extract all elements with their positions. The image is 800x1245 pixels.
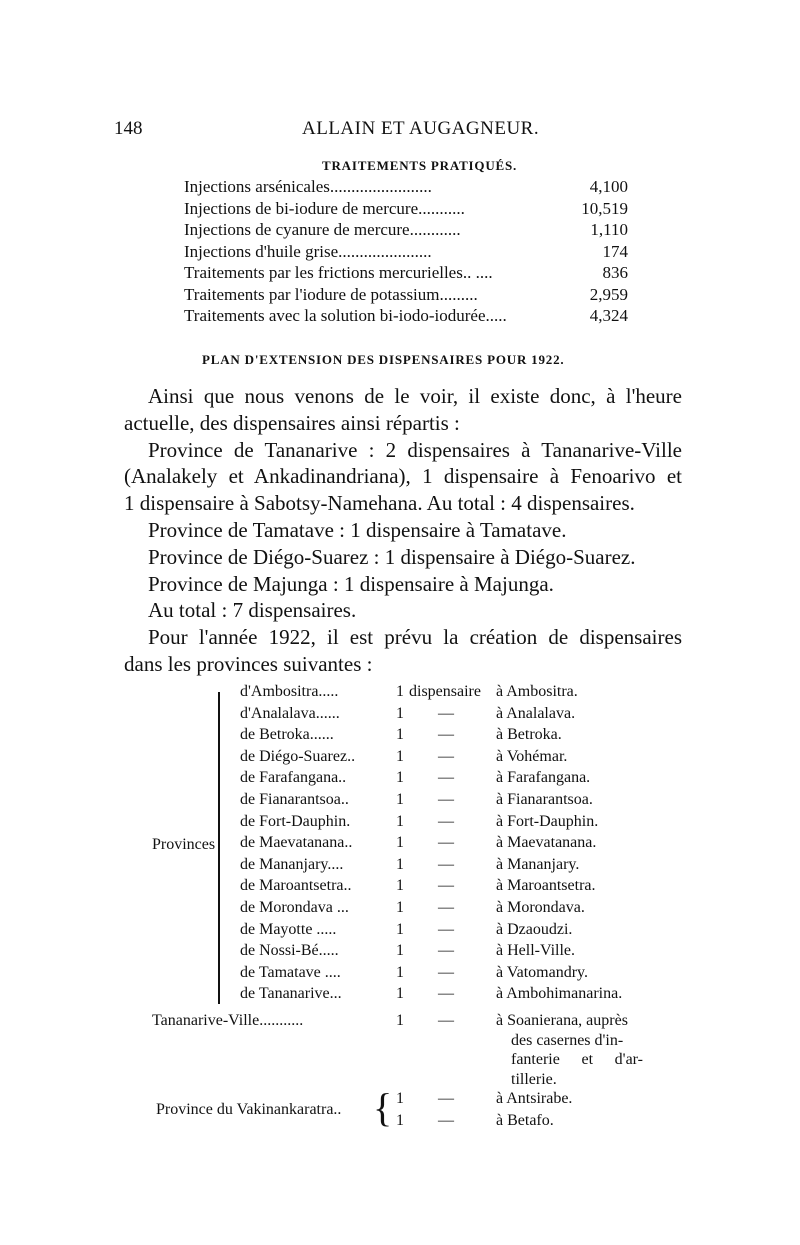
table-row-place: de Mayotte ..... [240, 920, 337, 938]
table-row-unit: — [438, 834, 454, 852]
table-row-destination: à Analalava. [496, 704, 576, 722]
tananarive-destination-line: à Soanierana, auprès [496, 1012, 628, 1029]
provinces-label: Provinces [152, 836, 216, 853]
treatment-value: 4,324 [589, 306, 628, 325]
table-row-place: de Morondava ... [240, 899, 349, 916]
treatment-label: Traitements par l'iodure de potassium [184, 284, 440, 304]
tananarive-destination-line: fanterie et d'ar- [511, 1051, 643, 1068]
vakinankaratra-unit: — [438, 1112, 454, 1129]
table-row-place: de Diégo-Suarez.. [240, 747, 356, 765]
table-row-destination: à Fort-Dauphin. [496, 812, 599, 830]
plan-line: Province de Majunga : 1 dispensaire à Majunga. [148, 571, 554, 596]
treatment-leader: ......... [439, 284, 478, 304]
table-row-unit: — [438, 942, 454, 960]
table-row-destination: à Fianarantsoa. [496, 791, 593, 808]
table-row-count: 1 [396, 726, 404, 744]
table-row-unit: — [438, 704, 454, 722]
running-title: ALLAIN ET AUGAGNEUR. [302, 118, 540, 139]
table-row-place: d'Analalava...... [240, 704, 340, 722]
table-row-unit: — [438, 747, 454, 765]
table-row-count: 1 [396, 899, 404, 916]
table-row-place: de Mananjary.... [240, 855, 344, 873]
treatment-leader: ........... [418, 198, 465, 218]
table-row-unit: — [438, 855, 454, 873]
treatment-label: Injections de cyanure de mercure [184, 220, 410, 239]
table-row-count: 1 [396, 834, 404, 852]
table-row-destination: à Ambohimanarina. [496, 985, 623, 1003]
treatment-value: 10,519 [581, 198, 628, 218]
plan-line: Au total : 7 dispensaires. [148, 598, 357, 623]
tananarive-unit: — [438, 1012, 454, 1029]
table-row-unit: — [438, 877, 454, 895]
treatment-value: 4,100 [589, 177, 628, 196]
table-row-count: 1 [396, 683, 404, 700]
treatment-value: 836 [602, 263, 628, 282]
plan-line: (Analakely et Ankadinandriana), 1 dispensaire à Fenoarivo et [124, 464, 682, 489]
table-row-place: de Maevatanana.. [240, 834, 353, 852]
treatment-leader: .. .... [462, 263, 493, 282]
table-row-count: 1 [396, 877, 404, 895]
treatment-row [184, 306, 628, 326]
table-row-count: 1 [396, 704, 404, 722]
treatment-row [184, 177, 628, 197]
table-row-unit: — [438, 985, 454, 1003]
treatment-label: Traitements par les frictions mercurielles [184, 263, 463, 282]
table-row-destination: à Farafangana. [496, 769, 591, 787]
table-row-place: de Fianarantsoa.. [240, 791, 349, 808]
plan-line: Province de Diégo-Suarez : 1 dispensaire à Diégo-Suarez. [148, 544, 636, 569]
table-row-count: 1 [396, 769, 404, 787]
tananarive-count: 1 [396, 1012, 404, 1029]
table-row-destination: à Maevatanana. [496, 834, 597, 852]
vakinankaratra-count: 1 [396, 1090, 404, 1107]
table-row-destination: à Morondava. [496, 899, 585, 916]
treatment-row [184, 220, 628, 240]
table-row-count: 1 [396, 942, 404, 960]
treatment-row [184, 199, 628, 219]
treatment-leader: ........................ [329, 177, 432, 196]
table-row-count: 1 [396, 985, 404, 1003]
plan-line: Province de Tamatave : 1 dispensaire à Tamatave. [148, 518, 567, 542]
vakinankaratra-destination: à Antsirabe. [496, 1090, 573, 1107]
table-row-unit: — [438, 791, 454, 808]
plan-line: Province de Tananarive : 2 dispensaires à Tananarive-Ville [148, 437, 682, 462]
treatment-label: Injections arsénicales [184, 177, 330, 196]
vakinankaratra-label: Province du Vakinankaratra.. [156, 1101, 342, 1118]
table-row-unit: — [438, 920, 454, 938]
treatment-row [184, 285, 628, 305]
table-row-place: de Tananarive... [240, 985, 342, 1003]
treatment-label: Injections de bi-iodure de mercure [184, 198, 419, 218]
treatment-label: Traitements avec la solution bi-iodo-iodurée [184, 306, 486, 325]
table-row-place: de Maroantsetra.. [240, 877, 352, 895]
table-row-destination: à Vatomandry. [496, 963, 588, 981]
treatment-leader: ............ [409, 220, 461, 239]
table-row-count: 1 [396, 920, 404, 938]
vakinankaratra-unit: — [438, 1090, 454, 1107]
treatment-value: 2,959 [589, 284, 628, 304]
plan-line: Pour l'année 1922, il est prévu la création de dispensaires [148, 625, 682, 650]
page-number: 148 [114, 118, 143, 139]
treatment-value: 1,110 [590, 220, 628, 239]
treatments-title: TRAITEMENTS PRATIQUÉS. [322, 158, 518, 173]
treatment-label: Injections d'huile grise [184, 241, 339, 261]
table-row-destination: à Betroka. [496, 726, 562, 744]
table-row-destination: à Maroantsetra. [496, 877, 596, 895]
provinces-brace [218, 692, 220, 1004]
table-row-count: 1 [396, 791, 404, 808]
plan-line: Ainsi que nous venons de le voir, il existe donc, à l'heure [148, 384, 682, 408]
plan-line: 1 dispensaire à Sabotsy-Namehana. Au total : 4 dispensaires. [124, 491, 635, 516]
table-row-place: de Betroka...... [240, 726, 334, 744]
vakinankaratra-brace: { [373, 1085, 393, 1130]
table-row-destination: à Ambositra. [496, 683, 578, 700]
treatment-row [184, 242, 628, 262]
plan-line: dans les provinces suivantes : [124, 652, 373, 676]
table-row-place: d'Ambositra..... [240, 683, 339, 700]
treatment-leader: ...................... [338, 241, 432, 261]
table-row-count: 1 [396, 747, 404, 765]
table-row-unit: — [438, 899, 454, 916]
table-row-destination: à Hell-Ville. [496, 942, 576, 960]
tananarive-destination-line: tillerie. [511, 1070, 557, 1088]
tananarive-destination-line: des casernes d'in- [511, 1031, 624, 1049]
table-row-destination: à Mananjary. [496, 855, 580, 873]
table-row-destination: à Dzaoudzi. [496, 920, 573, 938]
table-row-count: 1 [396, 855, 404, 873]
table-row-destination: à Vohémar. [496, 747, 568, 765]
vakinankaratra-count: 1 [396, 1112, 404, 1129]
table-row-unit: — [438, 963, 454, 981]
table-row-count: 1 [396, 812, 404, 830]
plan-line: actuelle, des dispensaires ainsi répartis : [124, 410, 460, 435]
table-row-count: 1 [396, 963, 404, 981]
tananarive-place: Tananarive-Ville........... [152, 1012, 304, 1029]
table-row-place: de Tamatave .... [240, 963, 341, 981]
table-row-place: de Fort-Dauphin. [240, 812, 351, 830]
table-row-place: de Nossi-Bé..... [240, 942, 339, 960]
table-row-unit: dispensaire [409, 683, 481, 700]
treatment-value: 174 [602, 241, 628, 261]
table-row-unit: — [438, 769, 454, 787]
table-row-place: de Farafangana.. [240, 769, 347, 787]
table-row-unit: — [438, 812, 454, 830]
table-row-unit: — [438, 726, 454, 744]
treatment-row [184, 263, 628, 283]
treatment-leader: ..... [485, 306, 507, 325]
plan-title: PLAN D'EXTENSION DES DISPENSAIRES POUR 1922. [202, 352, 565, 367]
vakinankaratra-destination: à Betafo. [496, 1112, 554, 1129]
